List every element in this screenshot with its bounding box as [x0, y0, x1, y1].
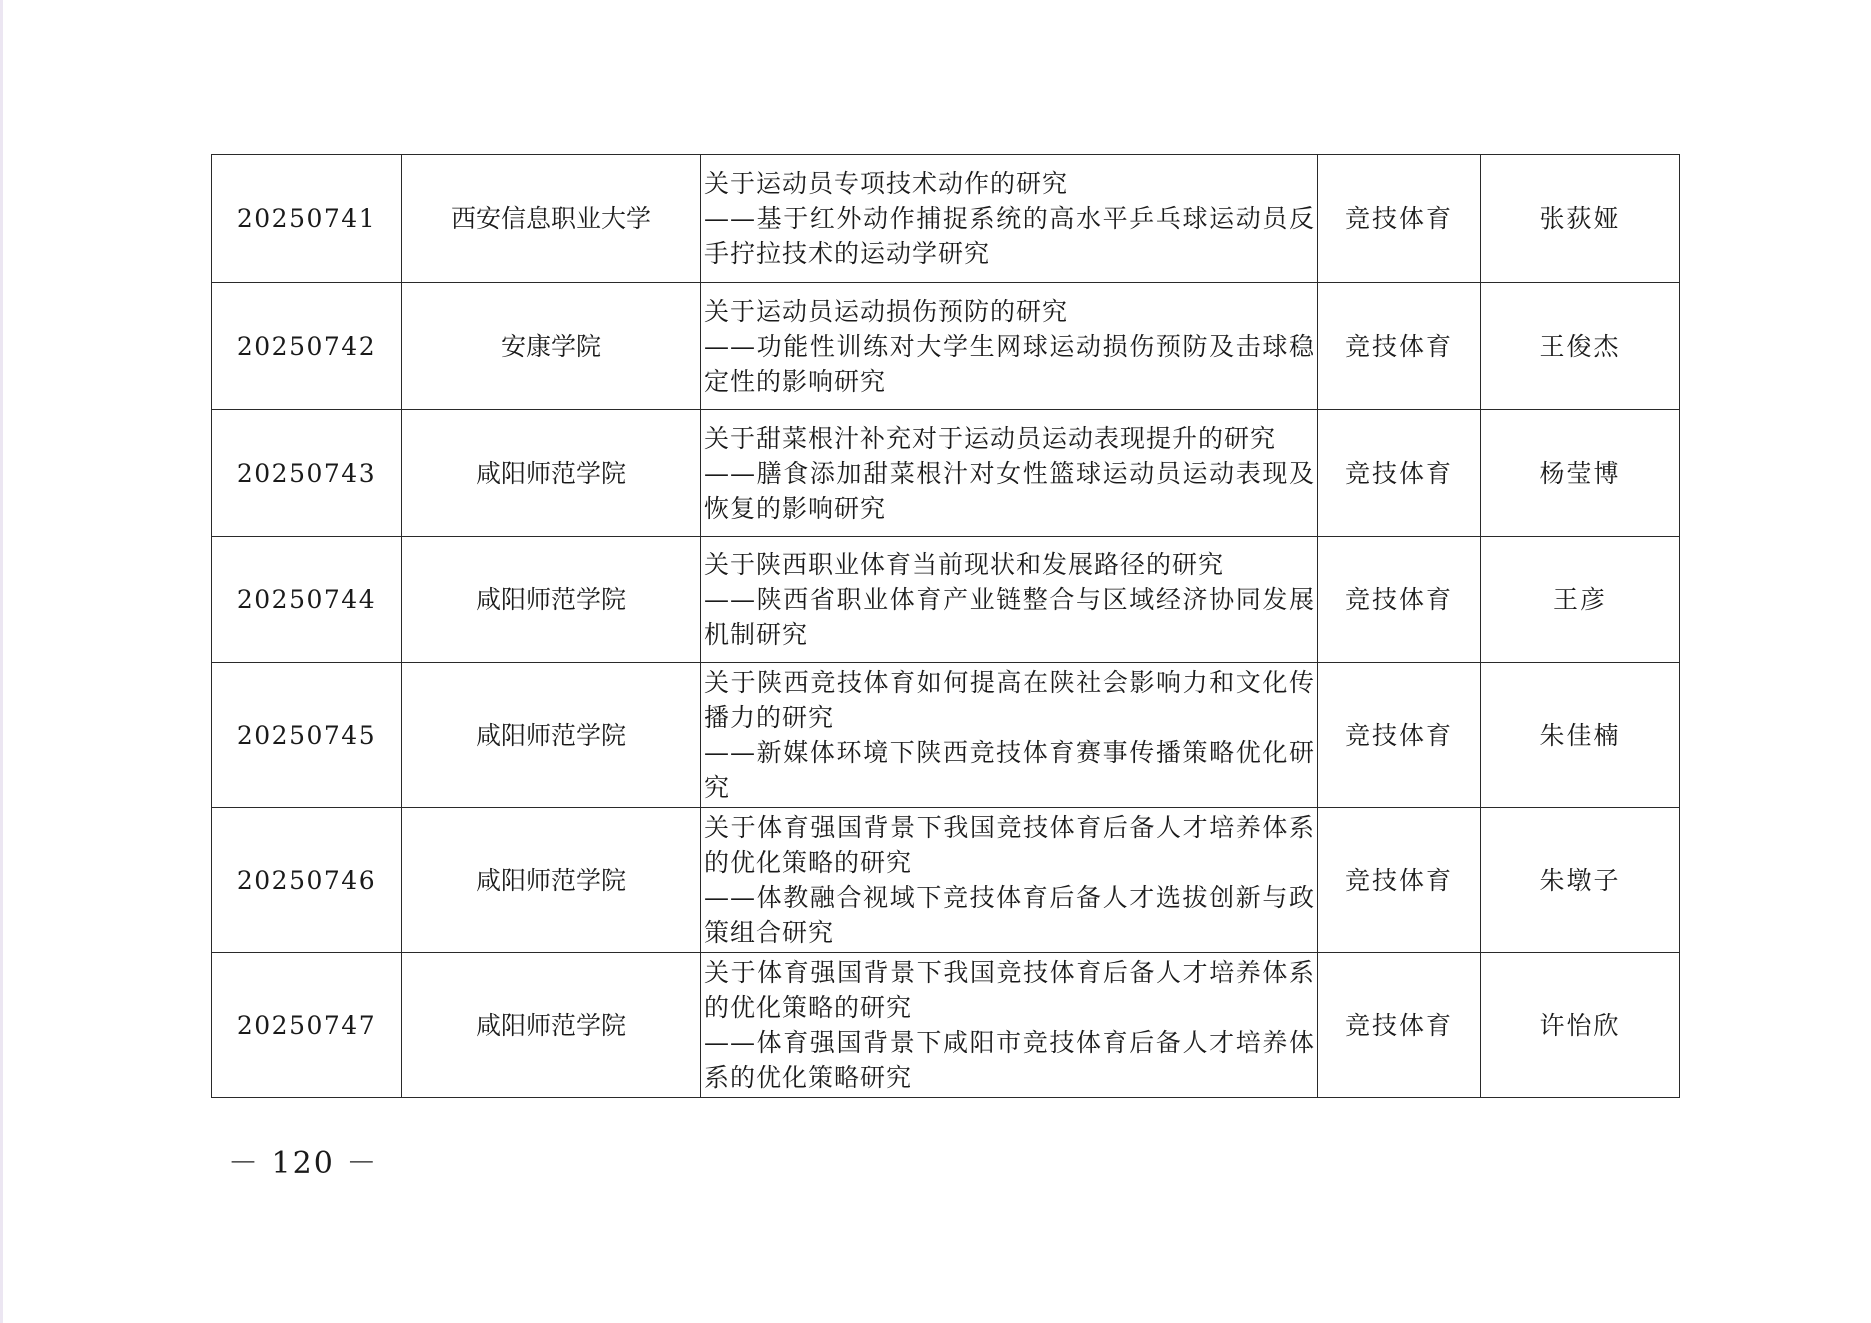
project-title-sub: ——体育强国背景下咸阳市竞技体育后备人才培养体系的优化策略研究: [704, 1028, 1315, 1092]
project-title-main: 关于体育强国背景下我国竞技体育后备人才培养体系的优化策略的研究: [704, 958, 1315, 1022]
category: 竞技体育: [1318, 808, 1481, 953]
person-name: 杨莹博: [1481, 410, 1680, 537]
project-id: 20250747: [212, 953, 402, 1098]
table-row: [212, 663, 1680, 808]
project-id: 20250743: [212, 410, 402, 537]
category: 竞技体育: [1318, 537, 1481, 663]
project-title-main: 关于陕西职业体育当前现状和发展路径的研究: [704, 550, 1225, 579]
project-title-main: 关于运动员运动损伤预防的研究: [704, 296, 1069, 326]
institution: 咸阳师范学院: [402, 663, 701, 808]
project-title-sub: ——膳食添加甜菜根汁对女性篮球运动员运动表现及恢复的影响研究: [704, 458, 1315, 523]
project-title-sub: ——新媒体环境下陕西竞技体育赛事传播策略优化研究: [704, 738, 1315, 802]
category: 竞技体育: [1318, 155, 1481, 283]
category: 竞技体育: [1318, 953, 1481, 1098]
institution: 西安信息职业大学: [402, 155, 701, 283]
page-number: － 120 －: [228, 1146, 379, 1181]
project-title-sub: ——基于红外动作捕捉系统的高水平乒乓球运动员反手拧拉技术的运动学研究: [704, 204, 1315, 268]
person-name: 朱墩子: [1481, 808, 1680, 953]
institution: 咸阳师范学院: [402, 953, 701, 1098]
category: 竞技体育: [1318, 283, 1481, 410]
project-table: [211, 154, 1680, 1098]
person-name: 王俊杰: [1481, 283, 1680, 410]
person-name: 许怡欣: [1481, 953, 1680, 1098]
project-title: [701, 537, 1318, 663]
table-row: [212, 953, 1680, 1098]
category: 竞技体育: [1318, 663, 1481, 808]
project-id: 20250741: [212, 155, 402, 283]
project-title: [701, 410, 1318, 537]
project-title-sub: ——陕西省职业体育产业链整合与区域经济协同发展机制研究: [704, 585, 1315, 649]
project-title: [701, 808, 1318, 953]
project-id: 20250746: [212, 808, 402, 953]
table-row: [212, 808, 1680, 953]
project-title: [701, 663, 1318, 808]
table-row: [212, 283, 1680, 410]
project-id: 20250744: [212, 537, 402, 663]
institution: 安康学院: [402, 283, 701, 410]
table-row: [212, 410, 1680, 537]
table-row: [212, 155, 1680, 283]
project-title-sub: ——体教融合视域下竞技体育后备人才选拔创新与政策组合研究: [704, 883, 1315, 947]
project-id: 20250745: [212, 663, 402, 808]
project-title: [701, 155, 1318, 283]
project-title-main: 关于体育强国背景下我国竞技体育后备人才培养体系的优化策略的研究: [704, 813, 1315, 877]
project-title-main: 关于运动员专项技术动作的研究: [704, 169, 1069, 198]
person-name: 王彦: [1481, 537, 1680, 663]
project-id: 20250742: [212, 283, 402, 410]
institution: 咸阳师范学院: [402, 537, 701, 663]
category: 竞技体育: [1318, 410, 1481, 537]
project-title-sub: ——功能性训练对大学生网球运动损伤预防及击球稳定性的影响研究: [704, 331, 1315, 396]
person-name: 张荻娅: [1481, 155, 1680, 283]
institution: 咸阳师范学院: [402, 410, 701, 537]
institution: 咸阳师范学院: [402, 808, 701, 953]
project-title: [701, 953, 1318, 1098]
person-name: 朱佳楠: [1481, 663, 1680, 808]
table-row: [212, 537, 1680, 663]
project-title-main: 关于陕西竞技体育如何提高在陕社会影响力和文化传播力的研究: [704, 668, 1315, 732]
project-title-main: 关于甜菜根汁补充对于运动员运动表现提升的研究: [704, 423, 1277, 453]
page-edge: [0, 0, 3, 1323]
project-title: [701, 283, 1318, 410]
